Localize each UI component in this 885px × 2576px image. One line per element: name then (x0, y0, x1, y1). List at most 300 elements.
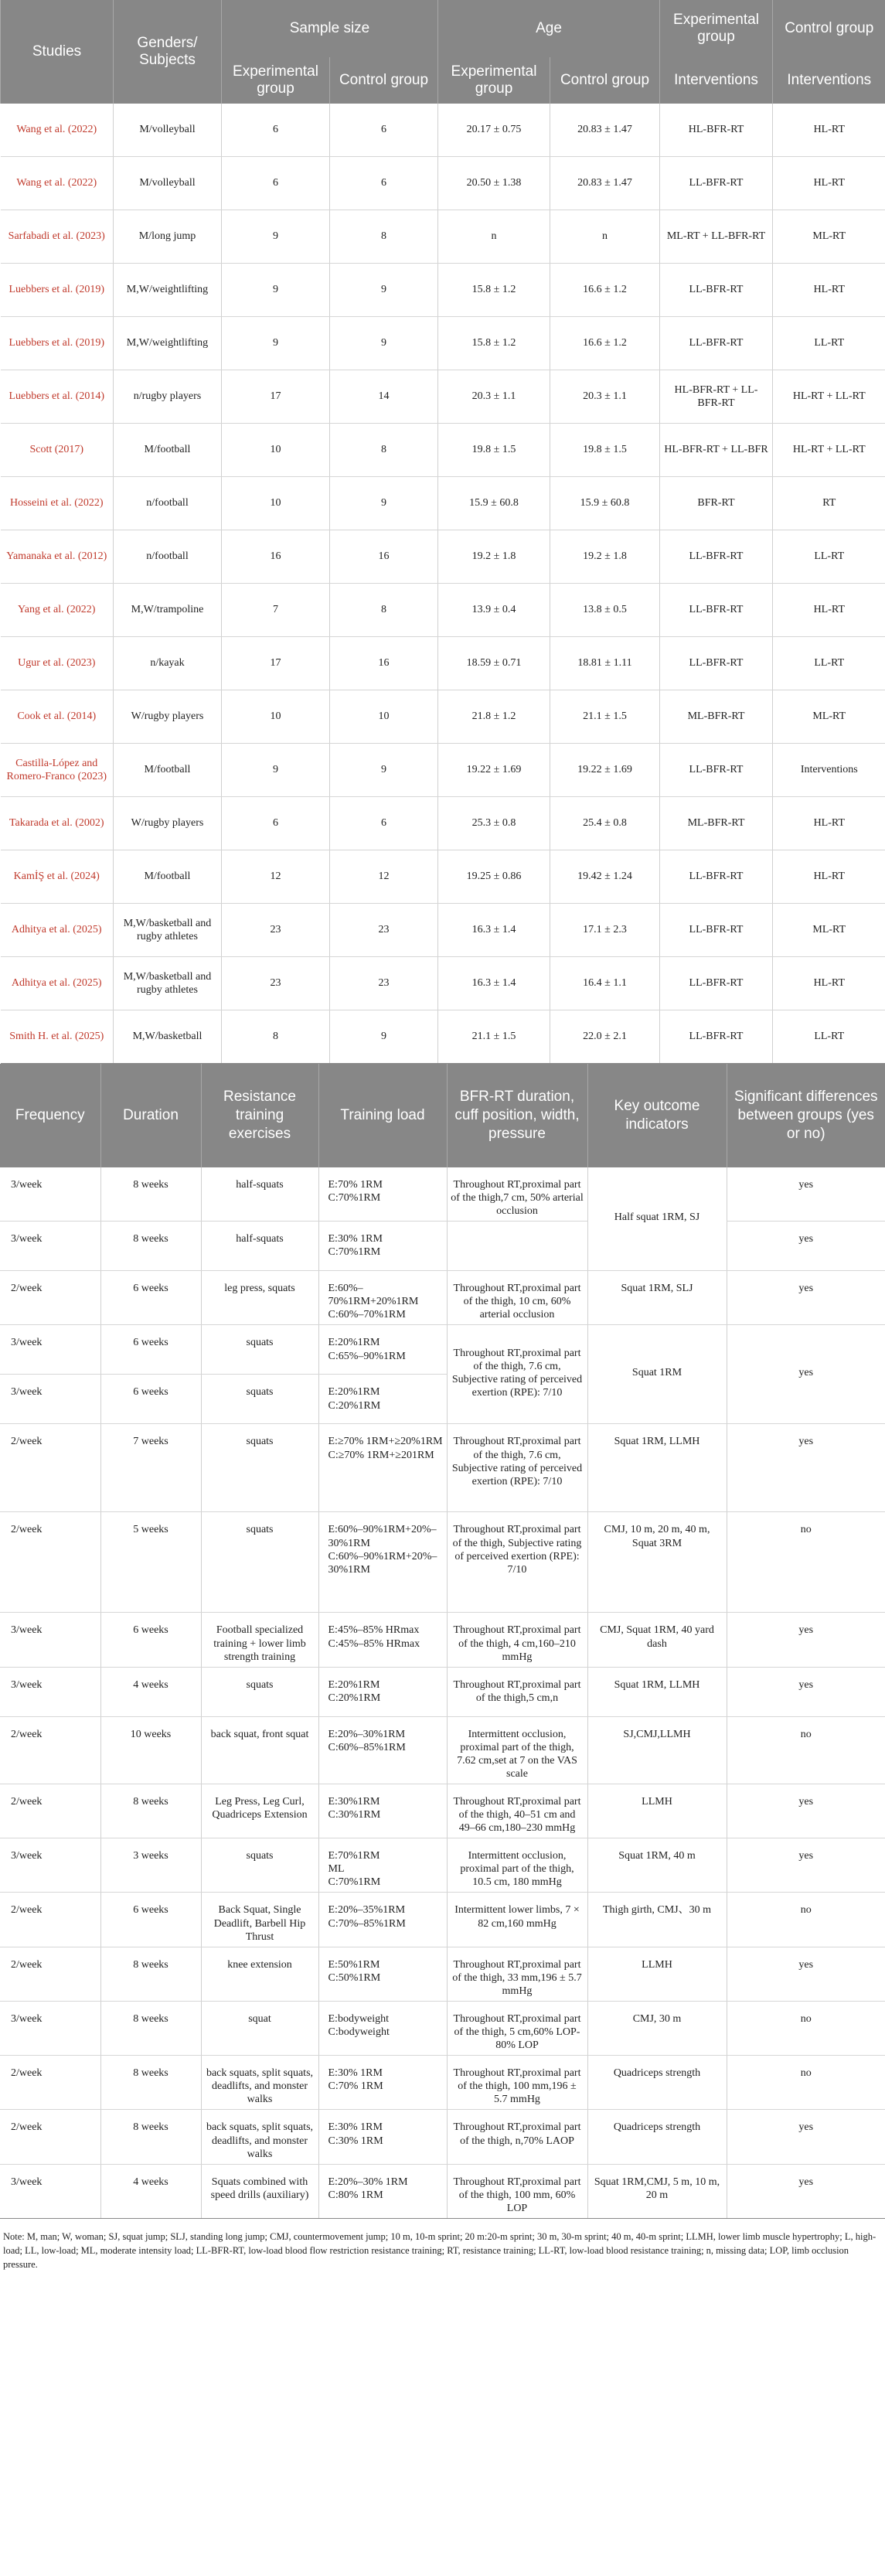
age-exp-cell: 19.22 ± 1.69 (438, 744, 550, 797)
bfr-details-cell: Throughout RT,proximal part of the thigh,7 cm, 50% arterial occlusion (447, 1167, 587, 1222)
study-cell[interactable]: Smith H. et al. (2025) (1, 1010, 114, 1064)
table-row (0, 2056, 885, 2110)
sample-ctrl-cell: 9 (330, 264, 438, 317)
outcome-cell: CMJ, Squat 1RM, 40 yard dash (587, 1613, 727, 1667)
table-row (1, 744, 885, 797)
table-row (0, 1613, 885, 1667)
subjects-cell: n/kayak (114, 637, 222, 690)
significance-cell: yes (727, 1667, 885, 1716)
duration-cell: 10 weeks (100, 1716, 201, 1784)
exercises-cell: Leg Press, Leg Curl, Quadriceps Extension (201, 1784, 318, 1838)
significance-cell: yes (727, 2164, 885, 2218)
age-ctrl-cell: n (550, 210, 660, 264)
duration-cell: 8 weeks (100, 2110, 201, 2164)
training-load-cell: E:20%1RM C:65%–90%1RM (318, 1325, 447, 1375)
table-row (1, 797, 885, 850)
table-row (1, 477, 885, 530)
table-row (1, 957, 885, 1010)
subjects-cell: M/football (114, 744, 222, 797)
subjects-cell: W/rugby players (114, 797, 222, 850)
age-ctrl-cell: 25.4 ± 0.8 (550, 797, 660, 850)
subjects-cell: M/football (114, 424, 222, 477)
outcome-cell: Quadriceps strength (587, 2056, 727, 2110)
age-exp-cell: 16.3 ± 1.4 (438, 957, 550, 1010)
training-load-cell: E:20%–30%1RM C:60%–85%1RM (318, 1716, 447, 1784)
subheader-interventions-exp: Interventions (660, 57, 773, 104)
table-row (0, 2110, 885, 2164)
sample-exp-cell: 12 (222, 850, 330, 904)
table-row (0, 1784, 885, 1838)
intervention-exp-cell: HL-BFR-RT (660, 104, 773, 157)
bfr-details-cell (447, 1222, 587, 1271)
age-exp-cell: 20.17 ± 0.75 (438, 104, 550, 157)
training-load-cell: E:60%–90%1RM+20%–30%1RM C:60%–90%1RM+20%–30%1RM (318, 1512, 447, 1613)
intervention-details-table (0, 1064, 885, 2219)
table-row (0, 1838, 885, 1893)
intervention-ctrl-cell: HL-RT (773, 264, 885, 317)
age-exp-cell: 19.2 ± 1.8 (438, 530, 550, 584)
frequency-cell: 2/week (0, 1512, 100, 1613)
intervention-ctrl-cell: ML-RT (773, 690, 885, 744)
outcome-cell: LLMH (587, 1947, 727, 2001)
significance-cell: no (727, 1716, 885, 1784)
study-cell[interactable]: Ugur et al. (2023) (1, 637, 114, 690)
duration-cell: 5 weeks (100, 1512, 201, 1613)
subjects-cell: M,W/basketball (114, 1010, 222, 1064)
sample-exp-cell: 9 (222, 744, 330, 797)
frequency-cell: 2/week (0, 1271, 100, 1325)
frequency-cell: 3/week (0, 1325, 100, 1375)
significance-cell: yes (727, 1947, 885, 2001)
sample-exp-cell: 23 (222, 957, 330, 1010)
training-load-cell: E:20%1RM C:20%1RM (318, 1667, 447, 1716)
exercises-cell: back squats, split squats, deadlifts, and monster walks (201, 2110, 318, 2164)
duration-cell: 4 weeks (100, 1667, 201, 1716)
intervention-exp-cell: LL-BFR-RT (660, 157, 773, 210)
sample-exp-cell: 9 (222, 210, 330, 264)
outcome-cell: Squat 1RM, SLJ (587, 1271, 727, 1325)
significance-cell: yes (727, 1838, 885, 1893)
age-ctrl-cell: 16.4 ± 1.1 (550, 957, 660, 1010)
intervention-exp-cell: ML-BFR-RT (660, 797, 773, 850)
duration-cell: 6 weeks (100, 1325, 201, 1375)
duration-cell: 8 weeks (100, 2001, 201, 2055)
age-ctrl-cell: 20.83 ± 1.47 (550, 104, 660, 157)
age-exp-cell: 18.59 ± 0.71 (438, 637, 550, 690)
significance-cell: yes (727, 1784, 885, 1838)
subjects-cell: M,W/trampoline (114, 584, 222, 637)
header-exercises: Resistance training exercises (201, 1064, 318, 1167)
intervention-exp-cell: ML-RT + LL-BFR-RT (660, 210, 773, 264)
age-exp-cell: n (438, 210, 550, 264)
age-exp-cell: 20.50 ± 1.38 (438, 157, 550, 210)
frequency-cell: 3/week (0, 1375, 100, 1424)
age-exp-cell: 15.9 ± 60.8 (438, 477, 550, 530)
outcome-cell: LLMH (587, 1784, 727, 1838)
header-duration: Duration (100, 1064, 201, 1167)
significance-cell: no (727, 1893, 885, 1947)
intervention-exp-cell: LL-BFR-RT (660, 264, 773, 317)
significance-cell: no (727, 2056, 885, 2110)
sample-ctrl-cell: 9 (330, 744, 438, 797)
sample-ctrl-cell: 9 (330, 1010, 438, 1064)
subjects-cell: n/football (114, 530, 222, 584)
sample-ctrl-cell: 16 (330, 637, 438, 690)
age-ctrl-cell: 16.6 ± 1.2 (550, 317, 660, 370)
table-row (0, 1893, 885, 1947)
study-cell[interactable]: Wang et al. (2022) (1, 104, 114, 157)
intervention-exp-cell: HL-BFR-RT + LL-BFR-RT (660, 370, 773, 424)
duration-cell: 3 weeks (100, 1838, 201, 1893)
sample-ctrl-cell: 8 (330, 210, 438, 264)
training-load-cell: E:70% 1RM C:70%1RM (318, 1167, 447, 1222)
sample-exp-cell: 9 (222, 264, 330, 317)
age-ctrl-cell: 17.1 ± 2.3 (550, 904, 660, 957)
sample-exp-cell: 10 (222, 424, 330, 477)
frequency-cell: 2/week (0, 2110, 100, 2164)
frequency-cell: 2/week (0, 1947, 100, 2001)
bfr-details-cell: Intermittent occlusion, proximal part of the thigh, 7.62 cm,set at 7 on the VAS scale (447, 1716, 587, 1784)
table-row (1, 637, 885, 690)
intervention-ctrl-cell: RT (773, 477, 885, 530)
bfr-details-cell: Throughout RT,proximal part of the thigh, 40–51 cm and 49–66 cm,180–230 mmHg (447, 1784, 587, 1838)
study-cell[interactable]: KamİŞ et al. (2024) (1, 850, 114, 904)
exercises-cell: squats (201, 1325, 318, 1375)
table-row (0, 1325, 885, 1375)
age-ctrl-cell: 20.3 ± 1.1 (550, 370, 660, 424)
age-ctrl-cell: 13.8 ± 0.5 (550, 584, 660, 637)
age-ctrl-cell: 21.1 ± 1.5 (550, 690, 660, 744)
sample-ctrl-cell: 12 (330, 850, 438, 904)
exercises-cell: Football specialized training + lower limb strength training (201, 1613, 318, 1667)
sample-ctrl-cell: 16 (330, 530, 438, 584)
age-ctrl-cell: 19.22 ± 1.69 (550, 744, 660, 797)
training-load-cell: E:30% 1RM C:70%1RM (318, 1222, 447, 1271)
duration-cell: 6 weeks (100, 1271, 201, 1325)
outcome-cell: Squat 1RM, LLMH (587, 1667, 727, 1716)
sample-exp-cell: 16 (222, 530, 330, 584)
intervention-ctrl-cell: HL-RT (773, 584, 885, 637)
outcome-cell: Quadriceps strength (587, 2110, 727, 2164)
subjects-cell: M/long jump (114, 210, 222, 264)
duration-cell: 4 weeks (100, 2164, 201, 2218)
header-bfr-details: BFR-RT duration, cuff position, width, pressure (447, 1064, 587, 1167)
bfr-details-cell: Intermittent lower limbs, 7 × 82 cm,160 mmHg (447, 1893, 587, 1947)
duration-cell: 6 weeks (100, 1613, 201, 1667)
exercises-cell: leg press, squats (201, 1271, 318, 1325)
subjects-cell: M,W/basketball and rugby athletes (114, 904, 222, 957)
training-load-cell: E:30% 1RM C:30% 1RM (318, 2110, 447, 2164)
frequency-cell: 2/week (0, 2056, 100, 2110)
subjects-cell: n/rugby players (114, 370, 222, 424)
frequency-cell: 3/week (0, 1167, 100, 1222)
table-row (0, 1716, 885, 1784)
intervention-exp-cell: LL-BFR-RT (660, 850, 773, 904)
table-row (0, 1667, 885, 1716)
outcome-cell: Squat 1RM, LLMH (587, 1424, 727, 1512)
frequency-cell: 3/week (0, 2164, 100, 2218)
sample-exp-cell: 17 (222, 370, 330, 424)
duration-cell: 8 weeks (100, 1222, 201, 1271)
age-exp-cell: 21.1 ± 1.5 (438, 1010, 550, 1064)
frequency-cell: 3/week (0, 1222, 100, 1271)
subheader-sample-ctrl: Control group (330, 57, 438, 104)
intervention-exp-cell: LL-BFR-RT (660, 317, 773, 370)
exercises-cell: back squats, split squats, deadlifts, and monster walks (201, 2056, 318, 2110)
study-cell[interactable]: Adhitya et al. (2025) (1, 957, 114, 1010)
header-training-load: Training load (318, 1064, 447, 1167)
header-experimental-group: Experimental group (660, 0, 773, 57)
age-ctrl-cell: 18.81 ± 1.11 (550, 637, 660, 690)
age-ctrl-cell: 19.2 ± 1.8 (550, 530, 660, 584)
bfr-details-cell: Throughout RT,proximal part of the thigh, 5 cm,60% LOP-80% LOP (447, 2001, 587, 2055)
subjects-cell: M,W/basketball and rugby athletes (114, 957, 222, 1010)
study-cell[interactable]: Luebbers et al. (2019) (1, 317, 114, 370)
intervention-exp-cell: ML-BFR-RT (660, 690, 773, 744)
sample-exp-cell: 10 (222, 477, 330, 530)
study-cell[interactable]: Takarada et al. (2002) (1, 797, 114, 850)
table-row (1, 904, 885, 957)
outcome-cell: Half squat 1RM, SJ (587, 1167, 727, 1271)
sample-ctrl-cell: 9 (330, 477, 438, 530)
intervention-ctrl-cell: HL-RT (773, 957, 885, 1010)
table-footnote: Note: M, man; W, woman; SJ, squat jump; SLJ, standing long jump; CMJ, countermovement jump; 10 m, 10-m sprint; 20 m:20-m sprint; 30 m, 30-m sprint; 40 m, 40-m sprint; LLMH, lower limb muscle hypertrophy; L, high-load; LL, low-load; ML, moderate intensity load; LL-BFR-RT, low-load blood flow restriction resistance training; RT, resistance training; LL-RT, low-load blood resistance training; n, missing data; LOP, limb occlusion pressure. (3, 2230, 876, 2271)
duration-cell: 7 weeks (100, 1424, 201, 1512)
table-row (1, 157, 885, 210)
frequency-cell: 3/week (0, 1667, 100, 1716)
table-row (0, 2164, 885, 2218)
significance-cell: no (727, 2001, 885, 2055)
sample-ctrl-cell: 14 (330, 370, 438, 424)
bfr-details-cell: Throughout RT,proximal part of the thigh, 33 mm,196 ± 5.7 mmHg (447, 1947, 587, 2001)
age-ctrl-cell: 19.8 ± 1.5 (550, 424, 660, 477)
sample-ctrl-cell: 6 (330, 157, 438, 210)
table-row (0, 1947, 885, 2001)
frequency-cell: 2/week (0, 1784, 100, 1838)
bfr-details-cell: Throughout RT,proximal part of the thigh, 100 mm, 60% LOP (447, 2164, 587, 2218)
table-row (1, 690, 885, 744)
frequency-cell: 3/week (0, 1838, 100, 1893)
significance-cell: yes (727, 1222, 885, 1271)
study-cell[interactable]: Adhitya et al. (2025) (1, 904, 114, 957)
training-load-cell: E:50%1RM C:50%1RM (318, 1947, 447, 2001)
table-row (1, 1010, 885, 1064)
table-row (1, 210, 885, 264)
intervention-ctrl-cell: HL-RT + LL-RT (773, 370, 885, 424)
study-cell[interactable]: Luebbers et al. (2014) (1, 370, 114, 424)
bfr-details-cell: Throughout RT,proximal part of the thigh, n,70% LAOP (447, 2110, 587, 2164)
outcome-cell: CMJ, 10 m, 20 m, 40 m, Squat 3RM (587, 1512, 727, 1613)
training-load-cell: E:20%–35%1RM C:70%–85%1RM (318, 1893, 447, 1947)
table-row (1, 104, 885, 157)
subjects-cell: M/volleyball (114, 157, 222, 210)
subjects-cell: W/rugby players (114, 690, 222, 744)
table-row (0, 1512, 885, 1613)
age-exp-cell: 16.3 ± 1.4 (438, 904, 550, 957)
training-load-cell: E:bodyweight C:bodyweight (318, 2001, 447, 2055)
exercises-cell: squats (201, 1838, 318, 1893)
table-row (1, 850, 885, 904)
duration-cell: 8 weeks (100, 1784, 201, 1838)
intervention-exp-cell: BFR-RT (660, 477, 773, 530)
age-exp-cell: 21.8 ± 1.2 (438, 690, 550, 744)
sample-ctrl-cell: 9 (330, 317, 438, 370)
age-ctrl-cell: 20.83 ± 1.47 (550, 157, 660, 210)
table-row (1, 317, 885, 370)
exercises-cell: half-squats (201, 1222, 318, 1271)
sample-ctrl-cell: 6 (330, 797, 438, 850)
frequency-cell: 3/week (0, 2001, 100, 2055)
bfr-details-cell: Throughout RT,proximal part of the thigh, 7.6 cm, Subjective rating of perceived exertion (RPE): 7/10 (447, 1325, 587, 1424)
header-frequency: Frequency (0, 1064, 100, 1167)
bfr-details-cell: Throughout RT,proximal part of the thigh,5 cm,n (447, 1667, 587, 1716)
training-load-cell: E:70%1RM ML C:70%1RM (318, 1838, 447, 1893)
subheader-age-exp: Experimental group (438, 57, 550, 104)
exercises-cell: Back Squat, Single Deadlift, Barbell Hip Thrust (201, 1893, 318, 1947)
significance-cell: yes (727, 1424, 885, 1512)
study-cell[interactable]: Sarfabadi et al. (2023) (1, 210, 114, 264)
intervention-ctrl-cell: ML-RT (773, 210, 885, 264)
training-load-cell: E:20%–30% 1RM C:80% 1RM (318, 2164, 447, 2218)
table-row (0, 2001, 885, 2055)
sample-exp-cell: 8 (222, 1010, 330, 1064)
table-row (0, 1222, 885, 1271)
header-age: Age (438, 0, 660, 57)
intervention-exp-cell: HL-BFR-RT + LL-BFR (660, 424, 773, 477)
frequency-cell: 2/week (0, 1716, 100, 1784)
sample-ctrl-cell: 6 (330, 104, 438, 157)
intervention-exp-cell: LL-BFR-RT (660, 1010, 773, 1064)
exercises-cell: Squats combined with speed drills (auxiliary) (201, 2164, 318, 2218)
age-exp-cell: 19.8 ± 1.5 (438, 424, 550, 477)
table-row (1, 264, 885, 317)
subheader-age-ctrl: Control group (550, 57, 660, 104)
significance-cell: yes (727, 1271, 885, 1325)
intervention-exp-cell: LL-BFR-RT (660, 637, 773, 690)
significance-cell: no (727, 1512, 885, 1613)
training-load-cell: E:≥70% 1RM+≥20%1RM C:≥70% 1RM+≥201RM (318, 1424, 447, 1512)
table-row (0, 1271, 885, 1325)
sample-exp-cell: 6 (222, 157, 330, 210)
intervention-exp-cell: LL-BFR-RT (660, 957, 773, 1010)
outcome-cell: Thigh girth, CMJ、30 m (587, 1893, 727, 1947)
study-cell[interactable]: Hosseini et al. (2022) (1, 477, 114, 530)
subjects-cell: M,W/weightlifting (114, 264, 222, 317)
training-load-cell: E:45%–85% HRmax C:45%–85% HRmax (318, 1613, 447, 1667)
study-cell[interactable]: Cook et al. (2014) (1, 690, 114, 744)
study-cell[interactable]: Yang et al. (2022) (1, 584, 114, 637)
subjects-cell: M,W/weightlifting (114, 317, 222, 370)
significance-cell: yes (727, 1613, 885, 1667)
frequency-cell: 2/week (0, 1424, 100, 1512)
intervention-ctrl-cell: LL-RT (773, 530, 885, 584)
outcome-cell: Squat 1RM, 40 m (587, 1838, 727, 1893)
subjects-cell: n/football (114, 477, 222, 530)
frequency-cell: 3/week (0, 1613, 100, 1667)
table-row (1, 530, 885, 584)
intervention-ctrl-cell: LL-RT (773, 1010, 885, 1064)
header-significant: Significant differences between groups (yes or no) (727, 1064, 885, 1167)
subheader-interventions-ctrl: Interventions (773, 57, 885, 104)
study-cell[interactable]: Wang et al. (2022) (1, 157, 114, 210)
header-sample-size: Sample size (222, 0, 438, 57)
intervention-ctrl-cell: Interventions (773, 744, 885, 797)
study-characteristics-table (0, 0, 885, 1064)
significance-cell: yes (727, 2110, 885, 2164)
age-exp-cell: 25.3 ± 0.8 (438, 797, 550, 850)
bfr-details-cell: Throughout RT,proximal part of the thigh, 100 mm,196 ± 5.7 mmHg (447, 2056, 587, 2110)
table-row (0, 1167, 885, 1222)
table-row (1, 584, 885, 637)
study-cell[interactable]: Luebbers et al. (2019) (1, 264, 114, 317)
exercises-cell: half-squats (201, 1167, 318, 1222)
outcome-cell: SJ,CMJ,LLMH (587, 1716, 727, 1784)
age-ctrl-cell: 19.42 ± 1.24 (550, 850, 660, 904)
study-cell[interactable]: Castilla-López and Romero-Franco (2023) (1, 744, 114, 797)
intervention-exp-cell: LL-BFR-RT (660, 530, 773, 584)
intervention-ctrl-cell: HL-RT + LL-RT (773, 424, 885, 477)
exercises-cell: squat (201, 2001, 318, 2055)
intervention-ctrl-cell: HL-RT (773, 157, 885, 210)
intervention-ctrl-cell: HL-RT (773, 104, 885, 157)
intervention-exp-cell: LL-BFR-RT (660, 584, 773, 637)
study-cell[interactable]: Yamanaka et al. (2012) (1, 530, 114, 584)
age-ctrl-cell: 22.0 ± 2.1 (550, 1010, 660, 1064)
table-row (1, 370, 885, 424)
table-row (0, 1424, 885, 1512)
exercises-cell: back squat, front squat (201, 1716, 318, 1784)
age-exp-cell: 20.3 ± 1.1 (438, 370, 550, 424)
duration-cell: 6 weeks (100, 1893, 201, 1947)
duration-cell: 8 weeks (100, 2056, 201, 2110)
sample-exp-cell: 6 (222, 104, 330, 157)
sample-exp-cell: 6 (222, 797, 330, 850)
table-row (1, 424, 885, 477)
training-load-cell: E:20%1RM C:20%1RM (318, 1375, 447, 1424)
training-load-cell: E:60%–70%1RM+20%1RM C:60%–70%1RM (318, 1271, 447, 1325)
frequency-cell: 2/week (0, 1893, 100, 1947)
study-cell[interactable]: Scott (2017) (1, 424, 114, 477)
bfr-details-cell: Throughout RT,proximal part of the thigh, 10 cm, 60% arterial occlusion (447, 1271, 587, 1325)
duration-cell: 8 weeks (100, 1167, 201, 1222)
sample-exp-cell: 23 (222, 904, 330, 957)
exercises-cell: squats (201, 1375, 318, 1424)
bfr-details-cell: Throughout RT,proximal part of the thigh, 4 cm,160–210 mmHg (447, 1613, 587, 1667)
exercises-cell: squats (201, 1424, 318, 1512)
significance-cell: yes (727, 1325, 885, 1424)
sample-ctrl-cell: 10 (330, 690, 438, 744)
sample-exp-cell: 7 (222, 584, 330, 637)
header-studies: Studies (1, 0, 114, 104)
outcome-cell: Squat 1RM (587, 1325, 727, 1424)
age-ctrl-cell: 15.9 ± 60.8 (550, 477, 660, 530)
outcome-cell: CMJ, 30 m (587, 2001, 727, 2055)
bfr-details-cell: Intermittent occlusion, proximal part of the thigh, 10.5 cm, 180 mmHg (447, 1838, 587, 1893)
sample-ctrl-cell: 23 (330, 957, 438, 1010)
subheader-sample-exp: Experimental group (222, 57, 330, 104)
subjects-cell: M/volleyball (114, 104, 222, 157)
significance-cell: yes (727, 1167, 885, 1222)
exercises-cell: squats (201, 1667, 318, 1716)
sample-exp-cell: 9 (222, 317, 330, 370)
header-control-group: Control group (773, 0, 885, 57)
age-ctrl-cell: 16.6 ± 1.2 (550, 264, 660, 317)
duration-cell: 8 weeks (100, 1947, 201, 2001)
intervention-ctrl-cell: ML-RT (773, 904, 885, 957)
training-load-cell: E:30%1RM C:30%1RM (318, 1784, 447, 1838)
sample-ctrl-cell: 8 (330, 424, 438, 477)
intervention-ctrl-cell: LL-RT (773, 317, 885, 370)
